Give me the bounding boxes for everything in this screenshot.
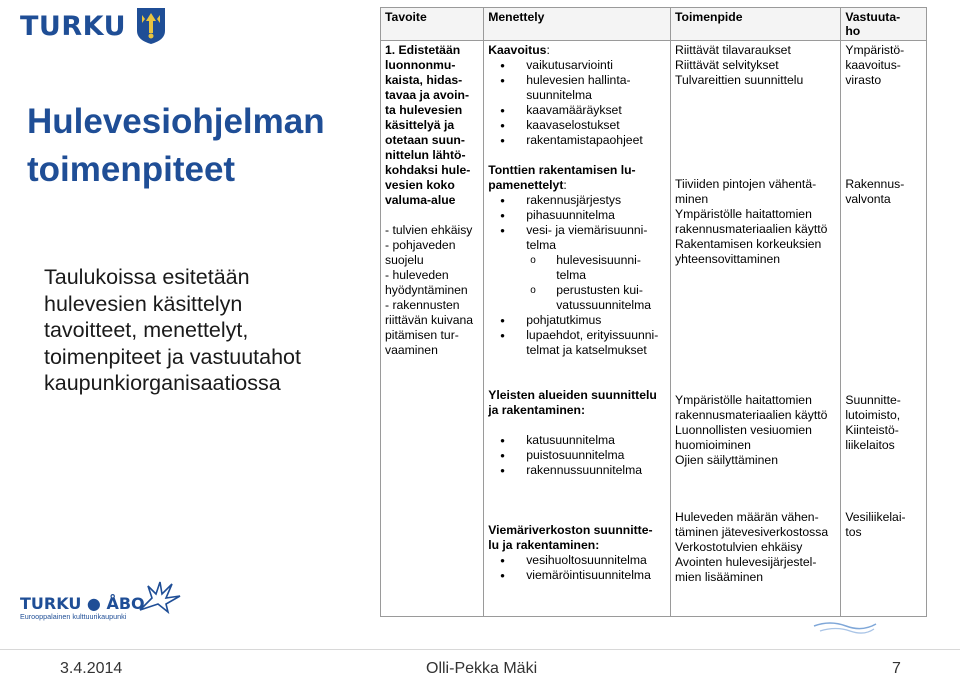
list-item: • kaavaselostukset <box>500 118 666 133</box>
header-action: Toimenpide <box>671 8 841 41</box>
footer-page-number: 7 <box>892 660 901 677</box>
measures-table <box>380 7 927 617</box>
actions-text: Tiiviiden pintojen vähentä- minen Ympäristölle haitattomien rakennusmateriaalien käyttö Rakentamisen korkeuksien yhteensovittaminen <box>675 177 828 266</box>
subtitle-line: toimenpiteet ja vastuutahot <box>44 344 301 369</box>
slide-subtitle <box>44 264 374 397</box>
method-title-suffix: : <box>546 43 550 57</box>
method-title: Viemäriverkoston suunnitte- lu ja rakentaminen: <box>488 523 653 552</box>
responsible-cell <box>841 41 927 617</box>
header-method: Menettely <box>484 8 671 41</box>
subtitle-line: kaupunkiorganisaatiossa <box>44 371 281 395</box>
table-row <box>381 41 927 617</box>
title-line: toimenpiteet <box>27 150 236 189</box>
list-item: • pohjatutkimus <box>500 313 666 328</box>
method-cell <box>484 41 671 617</box>
list-item: • kaavamääräykset <box>500 103 666 118</box>
method-title-text: Tonttien rakentamisen lu- pamenettelyt <box>488 163 636 192</box>
method-list <box>488 58 666 148</box>
logo-wordmark: TURKU <box>20 10 127 42</box>
subtitle-line: hulevesien käsittelyn <box>44 291 243 316</box>
list-item: • lupaehdot, erityissuunni- telmat ja katselmukset <box>500 328 666 358</box>
coat-of-arms-icon <box>136 7 166 45</box>
title-line: Hulevesiohjelman <box>27 102 325 141</box>
actions-text: Huleveden määrän vähen- täminen jätevesiverkostossa Verkostotulvien ehkäisy Avointen hulevesijärjestel- mien lisääminen <box>675 510 829 584</box>
subtitle-line: tavoitteet, menettelyt, <box>44 318 249 342</box>
culture-logo-word: TURKU ● ÅBO <box>20 594 145 613</box>
goal-heading: 1. Edistetään luonnonmu- kaista, hidas- tavaa ja avoin- ta hulevesien käsittelyä ja otetaan suun- nittelun lähtö- kohdaksi hule- vesien koko valuma-alue <box>385 43 471 207</box>
subtitle-line: Taulukoissa esitetään <box>44 265 250 289</box>
action-cell <box>671 41 841 617</box>
method-list <box>488 313 666 358</box>
list-item: • rakennussuunnitelma <box>500 463 666 478</box>
method-list <box>488 193 666 253</box>
method-list <box>488 553 666 583</box>
list-item: • hulevesien hallinta- suunnitelma <box>500 73 666 103</box>
list-item: • vaikutusarviointi <box>500 58 666 73</box>
list-subitem: o hulevesisuunni- telma <box>530 253 666 283</box>
method-title <box>488 163 666 193</box>
goal-points: - tulvien ehkäisy - pohjaveden suojelu - huleveden hyödyntäminen - rakennusten riittävän kuivana pitämisen tur- vaaminen <box>385 223 474 357</box>
list-item: • viemäröintisuunnitelma <box>500 568 666 583</box>
actions-text: Ympäristölle haitattomien rakennusmateriaalien käyttö Luonnollisten vesiuomien huomioiminen Ojien säilyttäminen <box>675 393 828 467</box>
actions-text: Riittävät tilavaraukset Riittävät selvitykset Tulvareittien suunnittelu <box>675 43 804 87</box>
responsible-text: Vesiliikelai- tos <box>845 510 906 539</box>
list-subitem: o perustusten kui- vatussuunnitelma <box>530 283 666 313</box>
slide-title <box>27 98 372 194</box>
method-title <box>488 43 666 58</box>
list-item: • vesihuoltosuunnitelma <box>500 553 666 568</box>
list-item: • rakennusjärjestys <box>500 193 666 208</box>
responsible-text: Suunnitte- lutoimisto, Kiinteistö- liikelaitos <box>845 393 901 452</box>
method-sublist <box>488 253 666 313</box>
wave-decoration-icon <box>812 618 878 636</box>
responsible-text: Ympäristö- kaavoitus- virasto <box>845 43 905 87</box>
culture-logo-tagline: Eurooppalainen kulttuurikaupunki <box>20 612 127 621</box>
culture-capital-logo <box>20 580 170 624</box>
method-title: Yleisten alueiden suunnittelu ja rakentaminen: <box>488 388 657 417</box>
footer-author: Olli-Pekka Mäki <box>426 660 538 677</box>
turku-logo <box>20 6 166 46</box>
table-header-row <box>381 8 927 41</box>
method-title-text: Kaavoitus <box>488 43 547 57</box>
list-item: • vesi- ja viemärisuunni- telma <box>500 223 666 253</box>
list-item: • rakentamistapaohjeet <box>500 133 666 148</box>
responsible-text: Rakennus- valvonta <box>845 177 905 206</box>
footer-date: 3.4.2014 <box>60 660 123 677</box>
bird-icon <box>138 580 182 614</box>
goal-cell <box>381 41 484 617</box>
footer-divider <box>0 649 960 650</box>
method-title-suffix: : <box>563 178 567 192</box>
list-item: • puistosuunnitelma <box>500 448 666 463</box>
list-item: • pihasuunnitelma <box>500 208 666 223</box>
method-list <box>488 433 666 478</box>
header-goal: Tavoite <box>381 8 484 41</box>
header-responsible: Vastuuta- ho <box>841 8 927 41</box>
list-item: • katusuunnitelma <box>500 433 666 448</box>
